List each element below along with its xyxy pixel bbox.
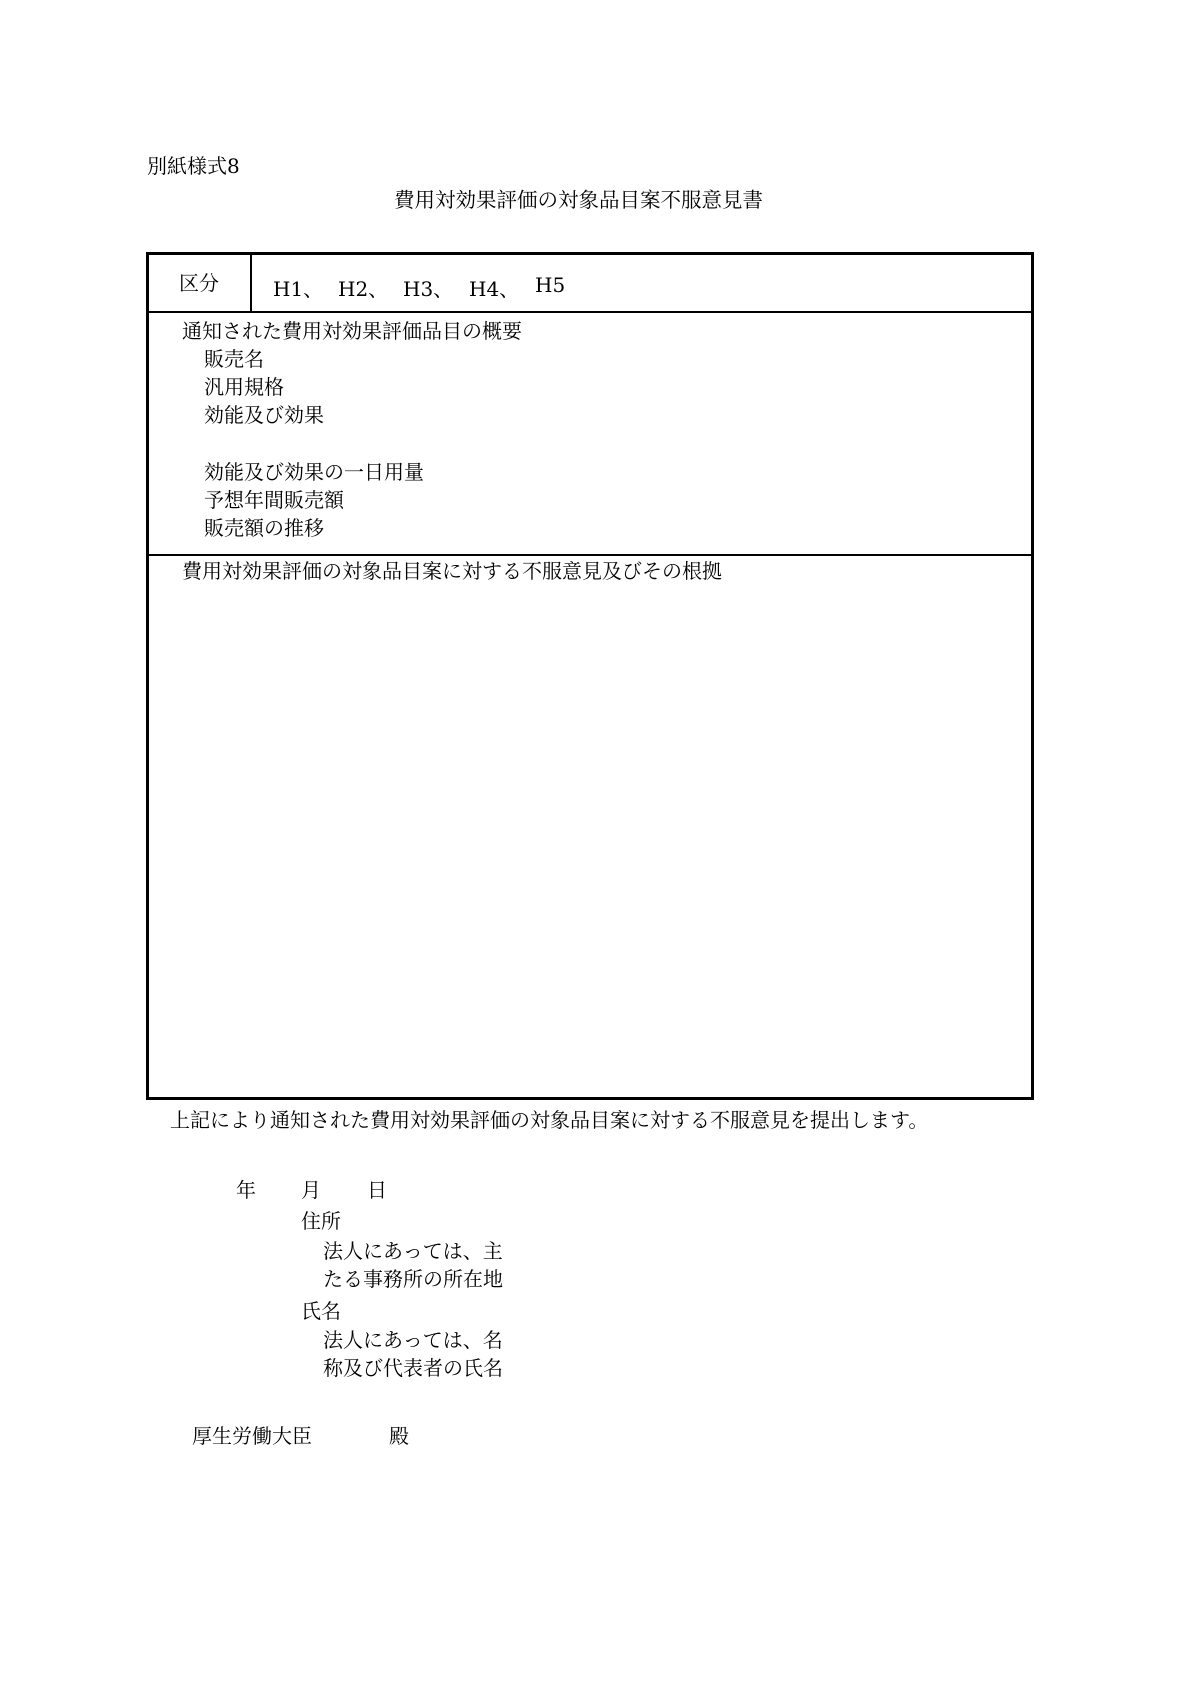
form-number-label: 別紙様式8 xyxy=(147,154,240,178)
date-month-label: 月 xyxy=(301,1178,321,1202)
category-label: 区分 xyxy=(179,271,219,295)
summary-heading: 通知された費用対効果評価品目の概要 xyxy=(182,319,522,343)
recipient-title: 厚生労働大臣 xyxy=(192,1424,312,1448)
category-label-cell xyxy=(149,255,252,311)
summary-item-efficacy: 効能及び効果 xyxy=(204,403,324,427)
summary-item-sales-name: 販売名 xyxy=(204,347,264,371)
category-option-h3[interactable]: H3、 xyxy=(403,277,454,301)
objection-section[interactable] xyxy=(149,556,1031,1097)
date-year-label: 年 xyxy=(236,1178,256,1202)
objection-heading: 費用対効果評価の対象品目案に対する不服意見及びその根拠 xyxy=(182,559,722,583)
recipient-honorific: 殿 xyxy=(389,1424,409,1448)
summary-item-standard: 汎用規格 xyxy=(204,375,284,399)
category-option-h1[interactable]: H1、 xyxy=(273,277,324,301)
name-note-line-1: 法人にあっては、名 xyxy=(323,1328,503,1352)
address-note-line-1: 法人にあっては、主 xyxy=(323,1239,503,1263)
form-table xyxy=(146,252,1034,1100)
category-option-h4[interactable]: H4、 xyxy=(469,277,520,301)
document-title: 費用対効果評価の対象品目案不服意見書 xyxy=(394,188,763,212)
category-option-h2[interactable]: H2、 xyxy=(338,277,389,301)
category-row xyxy=(149,255,1031,313)
category-option-h5[interactable]: H5 xyxy=(535,273,566,297)
summary-item-daily-dose: 効能及び効果の一日用量 xyxy=(204,460,424,484)
product-summary-section xyxy=(149,313,1031,556)
submission-statement: 上記により通知された費用対効果評価の対象品目案に対する不服意見を提出します。 xyxy=(170,1108,929,1132)
address-label: 住所 xyxy=(301,1209,341,1233)
name-note-line-2: 称及び代表者の氏名 xyxy=(323,1356,503,1380)
summary-item-sales-trend: 販売額の推移 xyxy=(204,516,324,540)
name-label: 氏名 xyxy=(301,1299,341,1323)
summary-item-annual-sales: 予想年間販売額 xyxy=(204,488,344,512)
date-day-label: 日 xyxy=(367,1178,387,1202)
address-note-line-2: たる事務所の所在地 xyxy=(323,1267,503,1291)
